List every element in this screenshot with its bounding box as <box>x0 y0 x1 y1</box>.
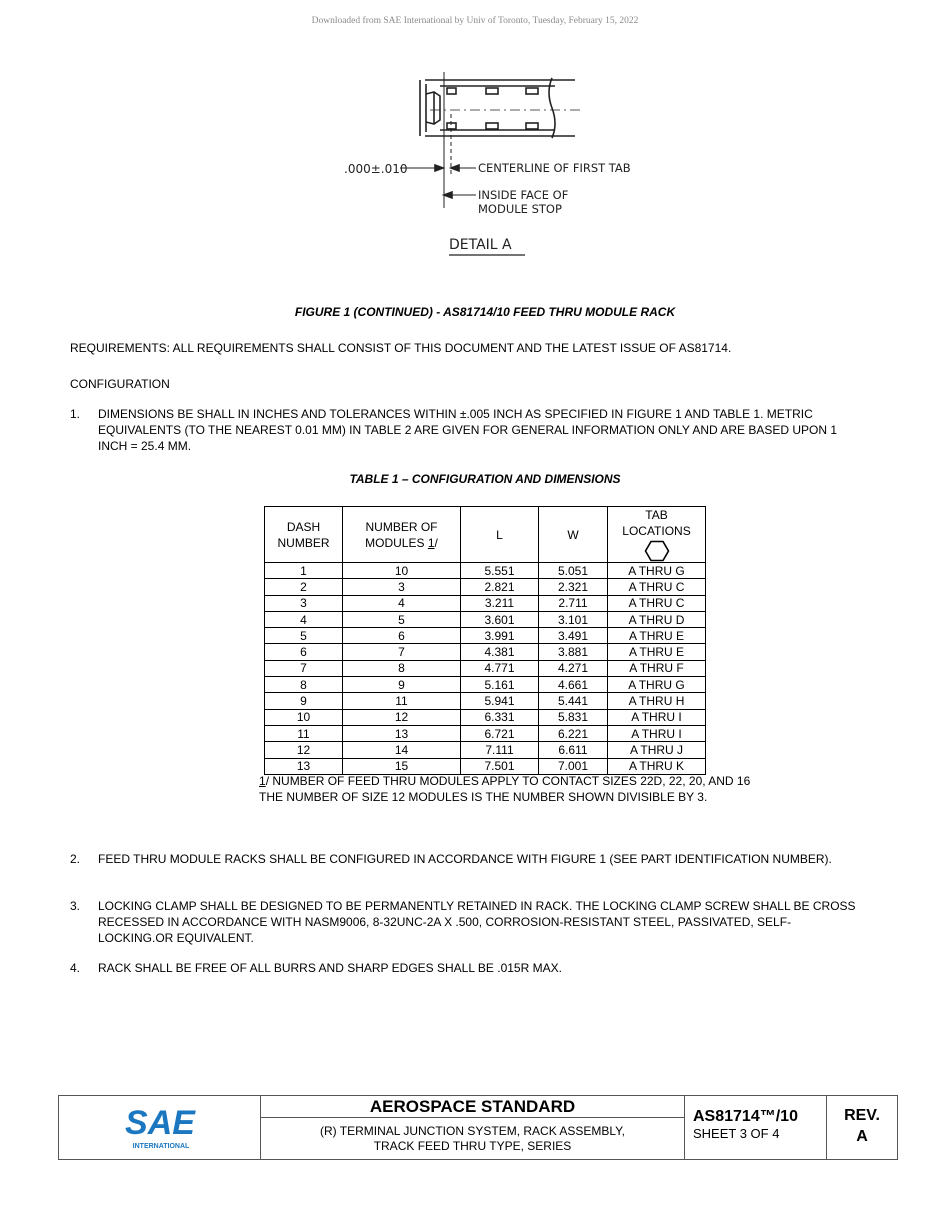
w-cell: 3.101 <box>539 611 608 627</box>
dash-number-cell: 8 <box>265 677 343 693</box>
standard-title-cell <box>261 1096 685 1159</box>
table-footnote-2: THE NUMBER OF SIZE 12 MODULES IS THE NUMBER SHOWN DIVISIBLE BY 3. <box>259 790 708 804</box>
dash-number-cell: 11 <box>265 725 343 741</box>
l-cell: 3.991 <box>461 628 539 644</box>
table-row <box>265 693 706 709</box>
dash-number-cell: 7 <box>265 660 343 676</box>
requirements-paragraph: REQUIREMENTS: ALL REQUIREMENTS SHALL CONSIST OF THIS DOCUMENT AND THE LATEST ISSUE OF AS81714. <box>70 341 732 355</box>
table-footnote-1: 1/ NUMBER OF FEED THRU MODULES APPLY TO CONTACT SIZES 22D, 22, 20, AND 16 <box>259 774 751 788</box>
dimension-label: .000±.010 <box>344 162 408 176</box>
dash-number-cell: 5 <box>265 628 343 644</box>
tab-locations-cell: A THRU I <box>608 725 706 741</box>
modules-cell: 8 <box>343 660 461 676</box>
modules-cell: 7 <box>343 644 461 660</box>
configuration-table <box>264 506 706 775</box>
dash-number-cell: 6 <box>265 644 343 660</box>
item-number: 3. <box>70 899 81 913</box>
document-number: AS81714™/10 <box>693 1108 798 1125</box>
modules-cell: 4 <box>343 595 461 611</box>
table-row <box>265 644 706 660</box>
document-number-cell <box>685 1096 827 1159</box>
w-cell: 5.051 <box>539 563 608 579</box>
l-cell: 7.501 <box>461 758 539 774</box>
svg-text:SAE: SAE <box>125 1104 195 1142</box>
requirement-item-2 <box>70 851 860 867</box>
modules-cell: 13 <box>343 725 461 741</box>
table-row <box>265 742 706 758</box>
dash-number-cell: 12 <box>265 742 343 758</box>
w-cell: 5.441 <box>539 693 608 709</box>
modules-cell: 9 <box>343 677 461 693</box>
l-cell: 2.821 <box>461 579 539 595</box>
w-cell: 2.711 <box>539 595 608 611</box>
callout-centerline: CENTERLINE OF FIRST TAB <box>478 161 631 175</box>
l-cell: 4.771 <box>461 660 539 676</box>
modules-cell: 5 <box>343 611 461 627</box>
dash-number-cell: 9 <box>265 693 343 709</box>
table-row <box>265 709 706 725</box>
dash-number-cell: 3 <box>265 595 343 611</box>
dash-number-cell: 13 <box>265 758 343 774</box>
dash-number-cell: 2 <box>265 579 343 595</box>
w-cell: 6.221 <box>539 725 608 741</box>
table-header-row <box>265 507 706 563</box>
w-cell: 6.611 <box>539 742 608 758</box>
table-row <box>265 611 706 627</box>
tab-locations-cell: A THRU G <box>608 677 706 693</box>
sae-logo-mark <box>59 1096 260 1159</box>
l-cell: 4.381 <box>461 644 539 660</box>
tab-locations-cell: A THRU E <box>608 644 706 660</box>
tab-locations-cell: A THRU C <box>608 579 706 595</box>
callout-inside-face-line1: INSIDE FACE OF <box>478 188 569 202</box>
tab-locations-cell: A THRU C <box>608 595 706 611</box>
header-dash-number: DASH NUMBER <box>265 507 343 563</box>
table-row <box>265 595 706 611</box>
table-row <box>265 628 706 644</box>
dash-number-cell: 10 <box>265 709 343 725</box>
item-number: 1. <box>70 407 81 421</box>
modules-cell: 14 <box>343 742 461 758</box>
table-row <box>265 677 706 693</box>
modules-cell: 12 <box>343 709 461 725</box>
l-cell: 3.601 <box>461 611 539 627</box>
tab-locations-cell: A THRU G <box>608 563 706 579</box>
standard-type: AEROSPACE STANDARD <box>261 1096 684 1118</box>
tab-locations-cell: A THRU I <box>608 709 706 725</box>
requirement-item-1 <box>70 406 860 454</box>
item-text: DIMENSIONS BE SHALL IN INCHES AND TOLERANCES WITHIN ±.005 INCH AS SPECIFIED IN FIGURE 1 AND TABLE 1. METRIC EQUIVALENTS (TO THE NEAREST 0.01 MM) IN TABLE 2 ARE GIVEN FOR GENERAL INFORMATION ONLY AND ARE BASED UPON 1 INCH = 25.4 MM. <box>98 407 838 453</box>
tab-locations-cell: A THRU K <box>608 758 706 774</box>
requirement-item-3 <box>70 898 860 946</box>
dash-number-cell: 4 <box>265 611 343 627</box>
footnote-ref: 1 <box>427 535 435 550</box>
l-cell: 5.551 <box>461 563 539 579</box>
sheet-number: SHEET 3 OF 4 <box>693 1126 780 1141</box>
svg-text:INTERNATIONAL: INTERNATIONAL <box>132 1143 190 1150</box>
w-cell: 2.321 <box>539 579 608 595</box>
l-cell: 5.161 <box>461 677 539 693</box>
watermark: Downloaded from SAE International by Univ of Toronto, Tuesday, February 15, 2022 <box>311 16 639 26</box>
title-block <box>58 1095 898 1160</box>
hexagon-icon <box>644 540 670 562</box>
item-text: RACK SHALL BE FREE OF ALL BURRS AND SHARP EDGES SHALL BE .015R MAX. <box>98 961 562 975</box>
footnote-marker: 1 <box>259 774 266 788</box>
l-cell: 3.211 <box>461 595 539 611</box>
table-row <box>265 563 706 579</box>
item-text: LOCKING CLAMP SHALL BE DESIGNED TO BE PERMANENTLY RETAINED IN RACK. THE LOCKING CLAMP SCREW SHALL BE CROSS RECESSED IN ACCORDANCE WITH NASM9006, 8-32UNC-2A X .500, CORROSION-RESISTANT STEEL, PASSIVATED, SELF-LOCKING.OR EQUIVALENT. <box>98 899 856 945</box>
w-cell: 3.491 <box>539 628 608 644</box>
l-cell: 6.331 <box>461 709 539 725</box>
header-l: L <box>461 507 539 563</box>
tab-locations-cell: A THRU D <box>608 611 706 627</box>
table-row <box>265 579 706 595</box>
tab-locations-cell: A THRU F <box>608 660 706 676</box>
sae-logo <box>59 1096 261 1159</box>
l-cell: 7.111 <box>461 742 539 758</box>
tab-locations-cell: A THRU J <box>608 742 706 758</box>
document-title: (R) TERMINAL JUNCTION SYSTEM, RACK ASSEMBLY, TRACK FEED THRU TYPE, SERIES <box>320 1124 625 1153</box>
header-w: W <box>539 507 608 563</box>
modules-cell: 6 <box>343 628 461 644</box>
tab-locations-cell: A THRU E <box>608 628 706 644</box>
w-cell: 4.271 <box>539 660 608 676</box>
w-cell: 3.881 <box>539 644 608 660</box>
dash-number-cell: 1 <box>265 563 343 579</box>
table-row <box>265 725 706 741</box>
table-row <box>265 758 706 774</box>
tab-locations-cell: A THRU H <box>608 693 706 709</box>
revision: REV. A <box>844 1107 880 1145</box>
header-tab-locations: TAB LOCATIONS <box>608 507 706 563</box>
item-number: 4. <box>70 961 81 975</box>
w-cell: 7.001 <box>539 758 608 774</box>
requirement-item-4 <box>70 960 860 976</box>
detail-a-drawing <box>330 62 660 262</box>
revision-cell <box>827 1096 897 1159</box>
modules-cell: 15 <box>343 758 461 774</box>
callout-inside-face-line2: MODULE STOP <box>478 202 562 216</box>
configuration-heading: CONFIGURATION <box>70 377 170 391</box>
item-text: FEED THRU MODULE RACKS SHALL BE CONFIGURED IN ACCORDANCE WITH FIGURE 1 (SEE PART IDENTIFICATION NUMBER). <box>98 852 832 866</box>
detail-label: DETAIL A <box>449 237 512 253</box>
figure-caption: FIGURE 1 (CONTINUED) - AS81714/10 FEED THRU MODULE RACK <box>294 305 676 319</box>
table-row <box>265 660 706 676</box>
table-title: TABLE 1 – CONFIGURATION AND DIMENSIONS <box>349 472 621 486</box>
header-number-of-modules: NUMBER OF MODULES 1/ <box>343 507 461 563</box>
modules-cell: 10 <box>343 563 461 579</box>
modules-cell: 11 <box>343 693 461 709</box>
l-cell: 5.941 <box>461 693 539 709</box>
modules-cell: 3 <box>343 579 461 595</box>
l-cell: 6.721 <box>461 725 539 741</box>
w-cell: 5.831 <box>539 709 608 725</box>
item-number: 2. <box>70 852 81 866</box>
w-cell: 4.661 <box>539 677 608 693</box>
